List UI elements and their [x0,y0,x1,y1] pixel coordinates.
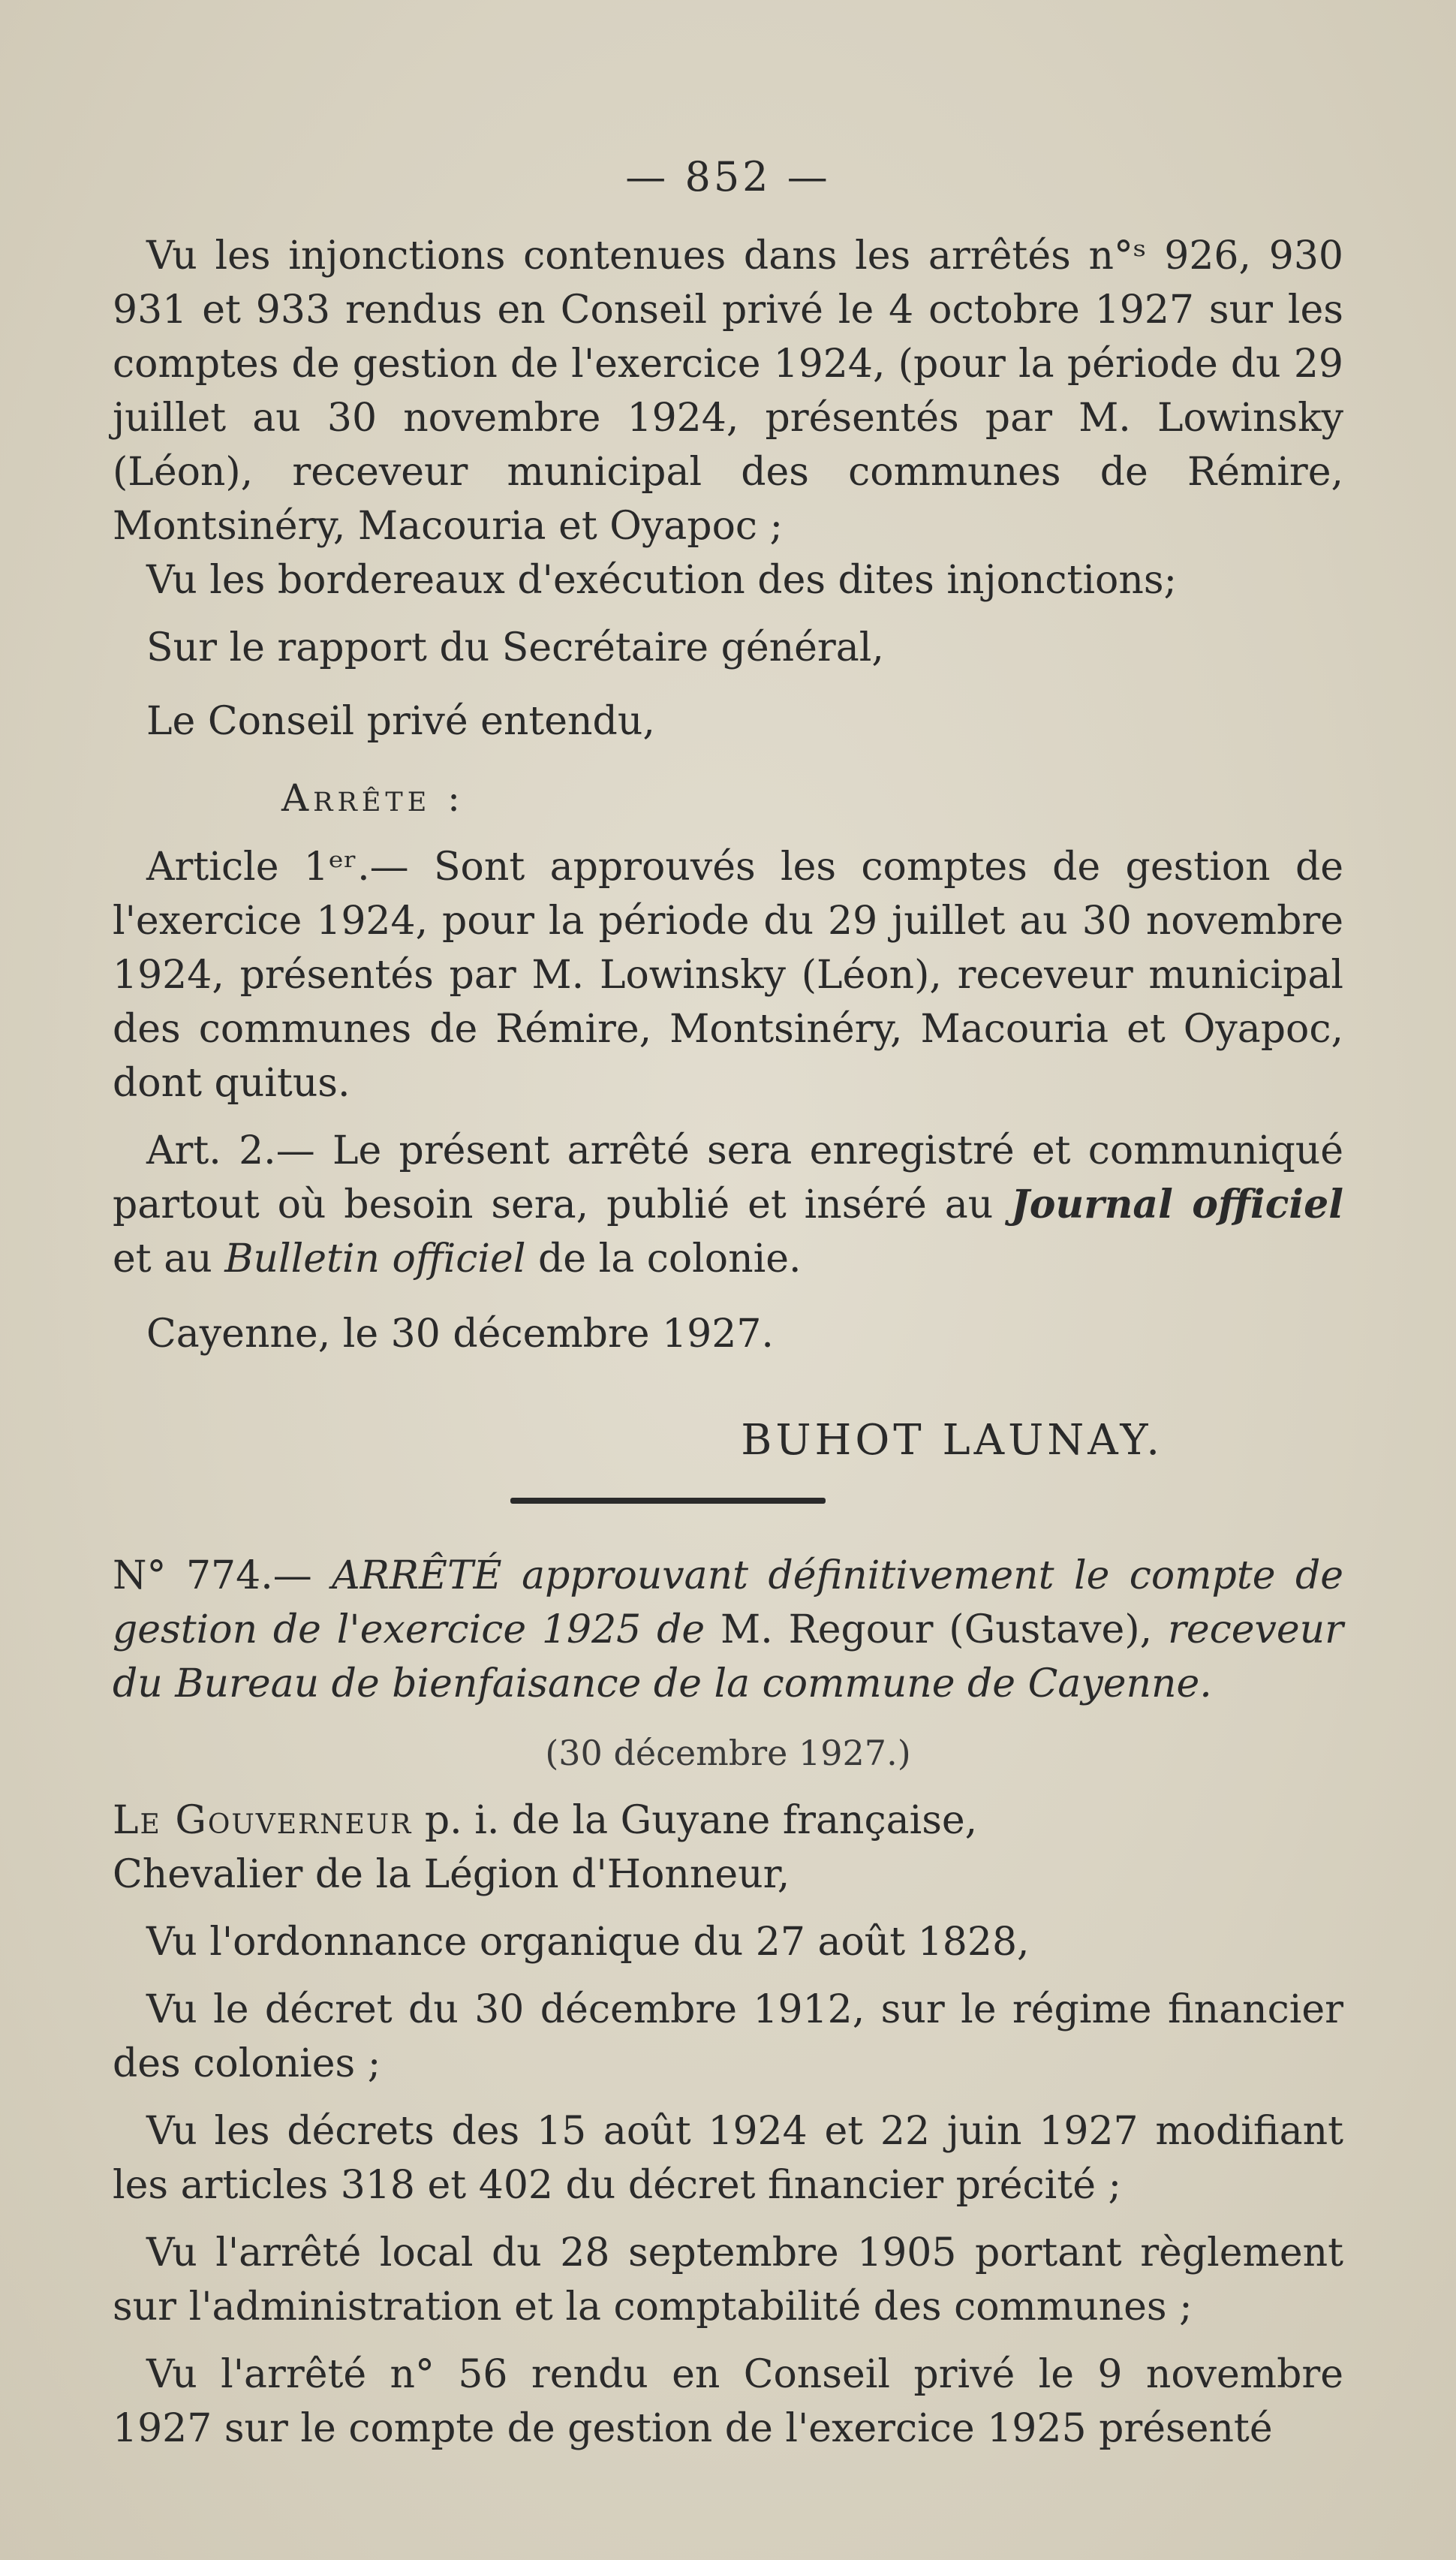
rapport-paragraph: Sur le rapport du Secrétaire général, [146,625,884,670]
journal-officiel-text: Journal officiel [1011,1182,1343,1227]
signature: BUHOT LAUNAY. [741,1416,1163,1465]
arrete-heading: Arrête : [281,776,465,820]
vu-decret-paragraph: Vu le décret du 30 décembre 1912, sur le régime financier des colonies ; [113,1987,1343,2086]
article-2-paragraph [113,1124,1343,1286]
decree-date: (30 décembre 1927.) [545,1733,911,1773]
vu-arrete-local-paragraph: Vu l'arrêté local du 28 septembre 1905 portant règlement sur l'administration et la comptabilité des communes ; [113,2230,1343,2330]
place-date: Cayenne, le 30 décembre 1927. [146,1312,774,1357]
vu-ordonnance-paragraph: Vu l'ordonnance organique du 27 août 1828, [146,1920,1030,1965]
governor-line [113,1794,1343,1848]
article-2-mid: et au [113,1236,225,1282]
chevalier-line: Chevalier de la Légion d'Honneur, [113,1852,790,1897]
governor-rest: p. i. de la Guyane française, [412,1798,978,1843]
decree-title-text: ARRÊTÉ approuvant définitivement le compte de gestion de l'exercice 1925 de [113,1553,1343,1652]
page-number: — 852 — [625,153,831,200]
vu-bordereaux-paragraph: Vu les bordereaux d'exécution des dites injonctions; [146,558,1178,603]
decree-number: N° 774.— [113,1553,332,1598]
article-2-start: Art. 2.— Le présent arrêté sera enregistré et communiqué partout où besoin sera, publié et inséré au [113,1128,1343,1227]
bulletin-officiel-text: Bulletin officiel [224,1236,526,1282]
article-1-paragraph: Article 1ᵉʳ.— Sont approuvés les comptes de gestion de l'exercice 1924, pour la période du 29 juillet au 30 novembre 1924, présentés par M. Lowinsky (Léon), receveur municipal des communes de Rémire, Montsinéry, Macouria et Oyapoc, dont quitus. [113,845,1343,1106]
governor-caps: Le Gouverneur [113,1798,413,1843]
vu-injonctions-paragraph: Vu les injonctions contenues dans les arrêtés n°ˢ 926, 930 931 et 933 rendus en Conseil privé le 4 octobre 1927 sur les comptes de gestion de l'exercice 1924, (pour la période du 29 juillet au 30 novembre 1924, présentés par M. Lowinsky (Léon), receveur municipal des communes de Rémire, Montsinéry, Macouria et Oyapoc ; [113,233,1343,549]
vu-decrets-paragraph: Vu les décrets des 15 août 1924 et 22 juin 1927 modifiant les articles 318 et 402 du décret financier précité ; [113,2109,1343,2208]
text-column [113,229,1343,2456]
vu-arrete-56-paragraph: Vu l'arrêté n° 56 rendu en Conseil privé le 9 novembre 1927 sur le compte de gestion de l'exercice 1925 présenté [113,2352,1343,2451]
decree-title-end: receveur du Bureau de bienfaisance de la commune de Cayenne. [113,1607,1344,1706]
conseil-paragraph: Le Conseil privé entendu, [146,699,655,744]
decree-person: M. Regour (Gustave), [705,1607,1168,1652]
decree-774-title [113,1549,1343,1711]
separator-rule [510,1498,826,1504]
article-2-end: de la colonie. [525,1236,802,1282]
